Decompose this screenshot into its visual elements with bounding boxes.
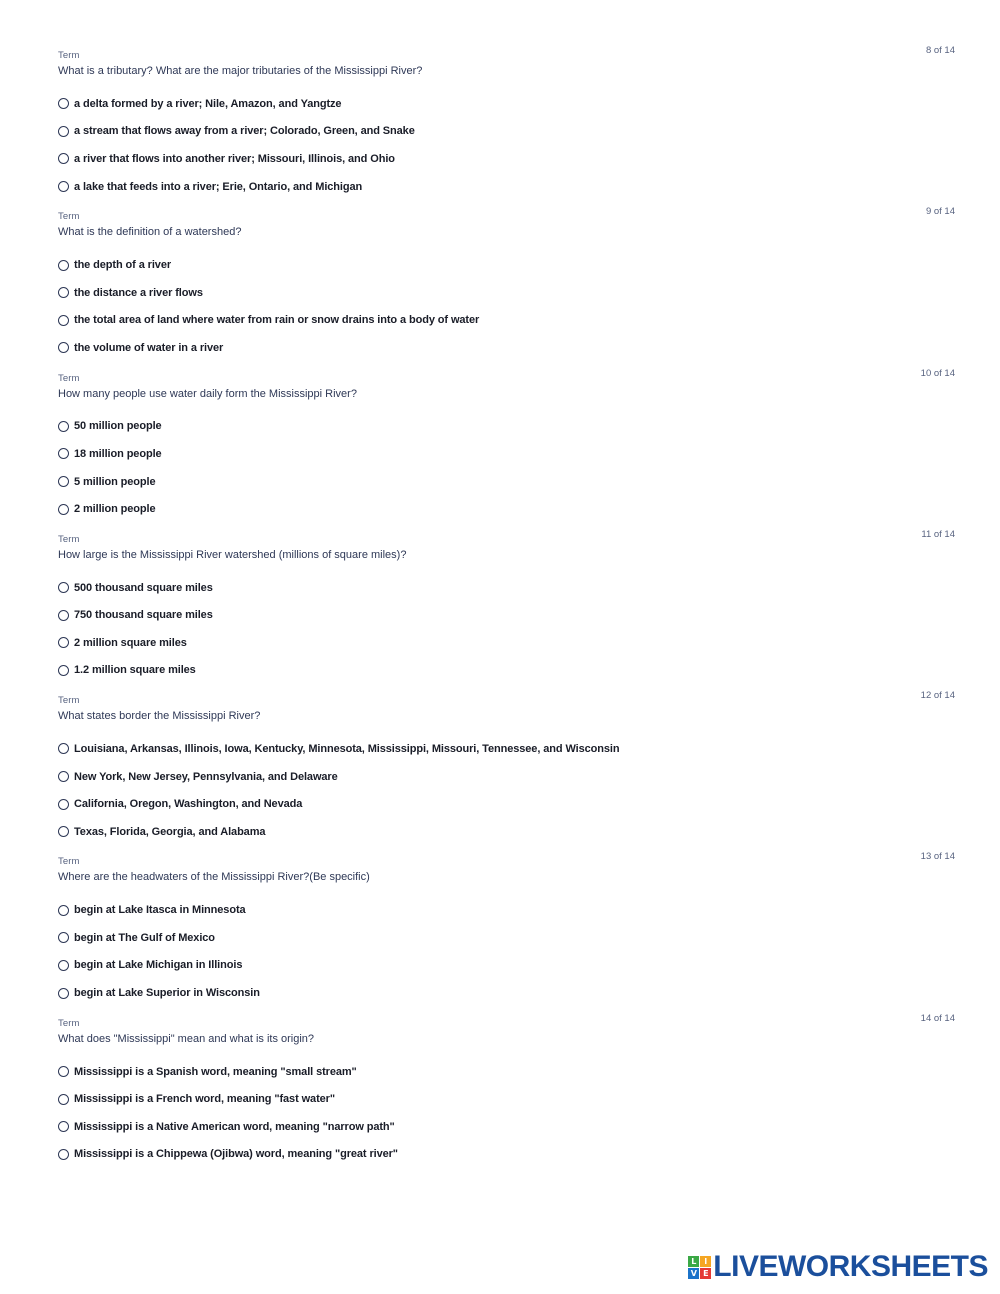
answer-option-label: 750 thousand square miles <box>74 609 213 622</box>
radio-button-icon[interactable] <box>58 988 69 999</box>
question-list <box>58 45 955 1174</box>
question-progress: 11 of 14 <box>921 528 955 540</box>
answer-option[interactable] <box>58 334 955 362</box>
answer-option-label: Mississippi is a Native American word, meaning "narrow path" <box>74 1120 395 1133</box>
answer-option[interactable] <box>58 601 955 629</box>
term-label: Term <box>58 372 80 384</box>
answer-option-label: begin at Lake Superior in Wisconsin <box>74 987 260 1000</box>
answer-option-label: begin at Lake Michigan in Illinois <box>74 959 243 972</box>
answer-option[interactable] <box>58 896 955 924</box>
answer-option[interactable] <box>58 1113 955 1141</box>
question-header <box>58 1013 955 1030</box>
radio-button-icon[interactable] <box>58 610 69 621</box>
radio-button-icon[interactable] <box>58 153 69 164</box>
question-header <box>58 690 955 707</box>
radio-button-icon[interactable] <box>58 826 69 837</box>
radio-button-icon[interactable] <box>58 1066 69 1077</box>
radio-button-icon[interactable] <box>58 799 69 810</box>
answer-option[interactable] <box>58 145 955 173</box>
radio-button-icon[interactable] <box>58 421 69 432</box>
question-progress: 13 of 14 <box>920 851 955 863</box>
radio-button-icon[interactable] <box>58 743 69 754</box>
answer-option-label: a stream that flows away from a river; Colorado, Green, and Snake <box>74 125 415 138</box>
answer-option[interactable] <box>58 413 955 441</box>
answer-option[interactable] <box>58 790 955 818</box>
answer-options <box>58 896 955 1006</box>
radio-button-icon[interactable] <box>58 582 69 593</box>
answer-option[interactable] <box>58 440 955 468</box>
answer-option-label: Louisiana, Arkansas, Illinois, Iowa, Kentucky, Minnesota, Mississippi, Missouri, Tennessee, and Wisconsin <box>74 742 620 755</box>
question-block <box>58 690 955 851</box>
question-block <box>58 529 955 690</box>
answer-option[interactable] <box>58 735 955 763</box>
answer-options <box>58 90 955 200</box>
answer-option-label: 500 thousand square miles <box>74 581 213 594</box>
logo-letter: I <box>700 1256 711 1267</box>
radio-button-icon[interactable] <box>58 476 69 487</box>
question-block <box>58 45 955 206</box>
radio-button-icon[interactable] <box>58 181 69 192</box>
answer-option[interactable] <box>58 468 955 496</box>
logo-mark-icon <box>688 1256 711 1279</box>
answer-option-label: the depth of a river <box>74 259 172 272</box>
question-block <box>58 368 955 529</box>
question-prompt: What states border the Mississippi River? <box>58 710 261 723</box>
radio-button-icon[interactable] <box>58 665 69 676</box>
answer-option-label: 1.2 million square miles <box>74 664 196 677</box>
answer-option[interactable] <box>58 924 955 952</box>
answer-option[interactable] <box>58 1085 955 1113</box>
answer-options <box>58 735 955 845</box>
answer-option-label: the volume of water in a river <box>74 341 224 354</box>
question-header <box>58 206 955 223</box>
answer-option[interactable] <box>58 818 955 846</box>
radio-button-icon[interactable] <box>58 1094 69 1105</box>
answer-option[interactable] <box>58 1141 955 1169</box>
answer-option[interactable] <box>58 1058 955 1086</box>
radio-button-icon[interactable] <box>58 260 69 271</box>
answer-option[interactable] <box>58 118 955 146</box>
question-header <box>58 529 955 546</box>
answer-options <box>58 574 955 684</box>
answer-option-label: 2 million people <box>74 503 156 516</box>
answer-option-label: begin at The Gulf of Mexico <box>74 931 215 944</box>
radio-button-icon[interactable] <box>58 1121 69 1132</box>
question-prompt: What does "Mississippi" mean and what is its origin? <box>58 1032 315 1045</box>
question-prompt: What is a tributary? What are the major tributaries of the Mississippi River? <box>58 65 423 77</box>
answer-option-label: 5 million people <box>74 475 156 488</box>
answer-option[interactable] <box>58 574 955 602</box>
radio-button-icon[interactable] <box>58 287 69 298</box>
radio-button-icon[interactable] <box>58 504 69 515</box>
radio-button-icon[interactable] <box>58 126 69 137</box>
question-header <box>58 851 955 868</box>
question-progress: 8 of 14 <box>925 45 955 56</box>
question-progress: 14 of 14 <box>920 1012 955 1024</box>
term-label: Term <box>58 1017 80 1029</box>
answer-option-label: a lake that feeds into a river; Erie, Ontario, and Michigan <box>74 180 363 193</box>
answer-options <box>58 413 955 523</box>
answer-option-label: 50 million people <box>74 420 162 433</box>
answer-option-label: the total area of land where water from rain or snow drains into a body of water <box>74 314 480 327</box>
question-progress: 9 of 14 <box>925 206 955 218</box>
question-header <box>58 368 955 385</box>
answer-option[interactable] <box>58 173 955 201</box>
term-label: Term <box>58 211 80 223</box>
answer-option-label: Mississippi is a French word, meaning "fast water" <box>74 1093 335 1106</box>
radio-button-icon[interactable] <box>58 98 69 109</box>
radio-button-icon[interactable] <box>58 448 69 459</box>
answer-option-label: a delta formed by a river; Nile, Amazon, and Yangtze <box>74 97 342 110</box>
answer-option-label: the distance a river flows <box>74 286 203 299</box>
radio-button-icon[interactable] <box>58 932 69 943</box>
answer-option[interactable] <box>58 979 955 1007</box>
logo-letter: V <box>688 1268 699 1279</box>
term-label: Term <box>58 695 80 707</box>
question-prompt: What is the definition of a watershed? <box>58 226 242 239</box>
term-label: Term <box>58 856 80 868</box>
radio-button-icon[interactable] <box>58 315 69 326</box>
answer-option-label: 18 million people <box>74 447 162 460</box>
question-block <box>58 206 955 367</box>
answer-option-label: Mississippi is a Chippewa (Ojibwa) word, meaning "great river" <box>74 1148 398 1161</box>
answer-options <box>58 251 955 361</box>
answer-option-label: California, Oregon, Washington, and Nevada <box>74 798 303 811</box>
answer-option[interactable] <box>58 495 955 523</box>
question-block <box>58 1013 955 1174</box>
answer-option-label: a river that flows into another river; Missouri, Illinois, and Ohio <box>74 152 395 165</box>
answer-option[interactable] <box>58 306 955 334</box>
term-label: Term <box>58 50 80 61</box>
answer-option[interactable] <box>58 763 955 791</box>
answer-option[interactable] <box>58 629 955 657</box>
answer-option[interactable] <box>58 657 955 685</box>
answer-options <box>58 1058 955 1168</box>
radio-button-icon[interactable] <box>58 1149 69 1160</box>
question-block <box>58 851 955 1012</box>
brand-name: LIVEWORKSHEETS <box>713 1250 988 1283</box>
logo-letter: E <box>700 1268 711 1279</box>
radio-button-icon[interactable] <box>58 771 69 782</box>
radio-button-icon[interactable] <box>58 905 69 916</box>
term-label: Term <box>58 533 80 545</box>
question-progress: 10 of 14 <box>920 367 955 379</box>
question-prompt: Where are the headwaters of the Mississippi River?(Be specific) <box>58 871 370 884</box>
radio-button-icon[interactable] <box>58 960 69 971</box>
answer-option-label: New York, New Jersey, Pennsylvania, and Delaware <box>74 770 338 783</box>
liveworksheets-logo <box>688 1252 988 1282</box>
question-prompt: How many people use water daily form the Mississippi River? <box>58 387 357 400</box>
question-prompt: How large is the Mississippi River watershed (millions of square miles)? <box>58 548 407 561</box>
answer-option-label: begin at Lake Itasca in Minnesota <box>74 904 246 917</box>
answer-option[interactable] <box>58 251 955 279</box>
logo-letter: L <box>688 1256 699 1267</box>
radio-button-icon[interactable] <box>58 342 69 353</box>
answer-option-label: 2 million square miles <box>74 636 187 649</box>
answer-option[interactable] <box>58 952 955 980</box>
radio-button-icon[interactable] <box>58 637 69 648</box>
answer-option-label: Texas, Florida, Georgia, and Alabama <box>74 825 266 838</box>
question-header <box>58 45 955 62</box>
answer-option[interactable] <box>58 279 955 307</box>
question-progress: 12 of 14 <box>920 690 955 702</box>
answer-option[interactable] <box>58 90 955 118</box>
answer-option-label: Mississippi is a Spanish word, meaning "small stream" <box>74 1065 357 1078</box>
